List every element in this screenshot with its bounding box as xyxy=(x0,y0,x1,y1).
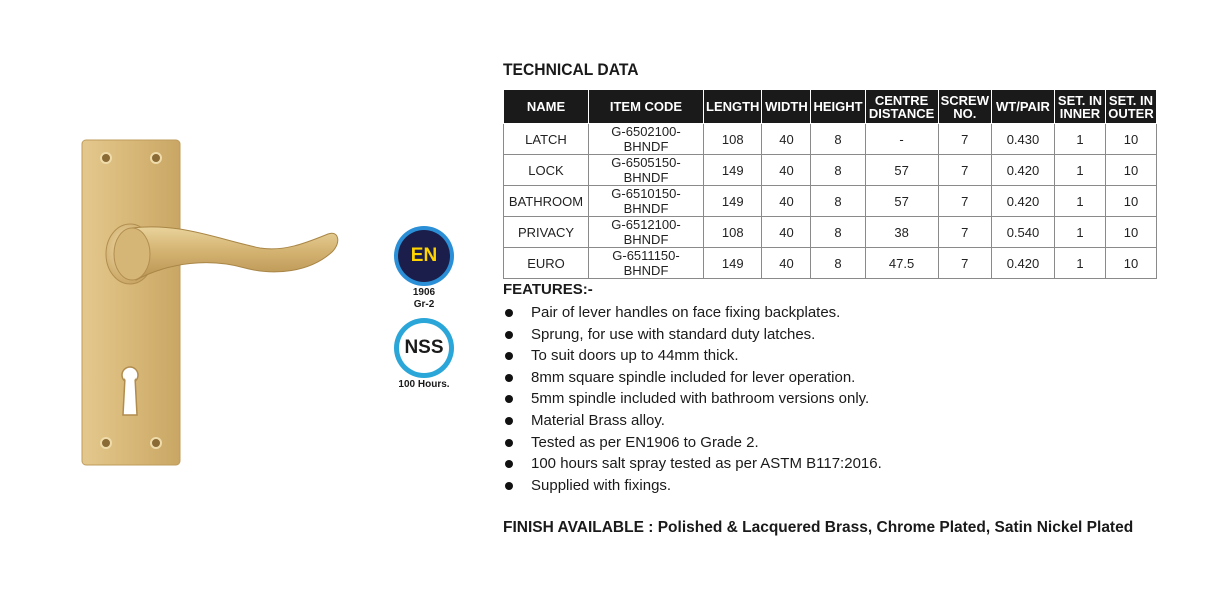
cell: 0.420 xyxy=(991,248,1054,279)
en-badge-label: EN xyxy=(398,230,450,282)
screw-hole xyxy=(101,438,111,448)
cell: 149 xyxy=(704,155,762,186)
header-width: WIDTH xyxy=(762,90,811,124)
bullet-icon xyxy=(505,395,513,403)
header-centre-distance: CENTRE DISTANCE xyxy=(865,90,938,124)
table-header-row xyxy=(504,90,1157,124)
screw-hole xyxy=(151,153,161,163)
en-grade: Gr-2 xyxy=(413,299,435,310)
list-item xyxy=(503,302,882,324)
cell: 0.540 xyxy=(991,217,1054,248)
list-item xyxy=(503,432,882,454)
header-set-in-outer: SET. IN OUTER xyxy=(1105,90,1156,124)
feature-text: To suit doors up to 44mm thick. xyxy=(531,347,739,365)
cell: G-6511150-BHNDF xyxy=(589,248,704,279)
cell: 8 xyxy=(811,217,865,248)
feature-text: Supplied with fixings. xyxy=(531,476,672,494)
nss-badge-label: NSS xyxy=(399,323,449,373)
cell: BATHROOM xyxy=(504,186,589,217)
list-item xyxy=(503,324,882,346)
cell: 108 xyxy=(704,217,762,248)
cell: 8 xyxy=(811,124,865,155)
list-item xyxy=(503,453,882,475)
cell: 0.420 xyxy=(991,186,1054,217)
cell: G-6505150-BHNDF xyxy=(589,155,704,186)
header-set-in-inner: SET. IN INNER xyxy=(1054,90,1105,124)
cell: 108 xyxy=(704,124,762,155)
finish-available: FINISH AVAILABLE : Polished & Lacquered Brass, Chrome Plated, Satin Nickel Plated xyxy=(503,519,1134,536)
cell: G-6510150-BHNDF xyxy=(589,186,704,217)
nss-certification-badge xyxy=(394,318,454,378)
cell: 1 xyxy=(1054,248,1105,279)
cell: - xyxy=(865,124,938,155)
cell: 8 xyxy=(811,186,865,217)
feature-text: Tested as per EN1906 to Grade 2. xyxy=(531,433,759,451)
cell: 40 xyxy=(762,217,811,248)
table-row xyxy=(504,124,1157,155)
feature-text: Material Brass alloy. xyxy=(531,411,665,429)
features-title: FEATURES:- xyxy=(503,281,593,298)
bullet-icon xyxy=(505,309,513,317)
cell: 47.5 xyxy=(865,248,938,279)
technical-data-title: TECHNICAL DATA xyxy=(503,60,639,79)
header-height: HEIGHT xyxy=(811,90,865,124)
cell: LOCK xyxy=(504,155,589,186)
table-row xyxy=(504,248,1157,279)
cell: 7 xyxy=(938,186,991,217)
cell: 40 xyxy=(762,186,811,217)
cell: 149 xyxy=(704,248,762,279)
cell: 1 xyxy=(1054,124,1105,155)
bullet-icon xyxy=(505,482,513,490)
table-row xyxy=(504,186,1157,217)
feature-text: 5mm spindle included with bathroom versions only. xyxy=(531,390,870,408)
cell: 7 xyxy=(938,217,991,248)
nss-badge-caption: 100 Hours. xyxy=(398,379,450,390)
list-item xyxy=(503,345,882,367)
cell: 0.430 xyxy=(991,124,1054,155)
cell: 7 xyxy=(938,248,991,279)
header-item-code: ITEM CODE xyxy=(589,90,704,124)
bullet-icon xyxy=(505,331,513,339)
cell: 8 xyxy=(811,155,865,186)
cell: 10 xyxy=(1105,124,1156,155)
feature-text: 100 hours salt spray tested as per ASTM B117:2016. xyxy=(531,455,882,473)
table-row xyxy=(504,217,1157,248)
header-screw-no: SCREW NO. xyxy=(938,90,991,124)
cell: 40 xyxy=(762,155,811,186)
header-wt-pair: WT/PAIR xyxy=(991,90,1054,124)
cell: EURO xyxy=(504,248,589,279)
list-item xyxy=(503,367,882,389)
cell: 57 xyxy=(865,186,938,217)
screw-hole xyxy=(151,438,161,448)
cell: 10 xyxy=(1105,186,1156,217)
en-certification-badge xyxy=(394,226,454,286)
product-image xyxy=(70,130,340,475)
cell: 10 xyxy=(1105,155,1156,186)
keyhole xyxy=(122,367,138,415)
feature-text: Pair of lever handles on face fixing backplates. xyxy=(531,304,841,321)
backplate xyxy=(82,140,180,465)
cell: 57 xyxy=(865,155,938,186)
bullet-icon xyxy=(505,352,513,360)
cell: 38 xyxy=(865,217,938,248)
bullet-icon xyxy=(505,417,513,425)
list-item xyxy=(503,475,882,497)
en-standard: 1906 xyxy=(412,287,436,298)
cell: LATCH xyxy=(504,124,589,155)
cell: 8 xyxy=(811,248,865,279)
cell: PRIVACY xyxy=(504,217,589,248)
cell: 40 xyxy=(762,248,811,279)
cell: 0.420 xyxy=(991,155,1054,186)
bullet-icon xyxy=(505,374,513,382)
screw-hole xyxy=(101,153,111,163)
en-badge-caption xyxy=(394,287,454,311)
cell: 1 xyxy=(1054,217,1105,248)
cell: 149 xyxy=(704,186,762,217)
cell: 1 xyxy=(1054,155,1105,186)
list-item xyxy=(503,388,882,410)
cell: G-6512100-BHNDF xyxy=(589,217,704,248)
list-item xyxy=(503,410,882,432)
cell: 7 xyxy=(938,155,991,186)
cell: 1 xyxy=(1054,186,1105,217)
cell: 10 xyxy=(1105,217,1156,248)
technical-data-table xyxy=(503,89,1157,279)
cell: 10 xyxy=(1105,248,1156,279)
cell: 7 xyxy=(938,124,991,155)
table-row xyxy=(504,155,1157,186)
header-length: LENGTH xyxy=(704,90,762,124)
cell: G-6502100-BHNDF xyxy=(589,124,704,155)
cell: 40 xyxy=(762,124,811,155)
feature-text: 8mm square spindle included for lever operation. xyxy=(531,368,856,386)
bullet-icon xyxy=(505,460,513,468)
feature-text: Sprung, for use with standard duty latches. xyxy=(531,325,816,343)
header-name: NAME xyxy=(504,90,589,124)
bullet-icon xyxy=(505,439,513,447)
features-list xyxy=(503,302,882,496)
